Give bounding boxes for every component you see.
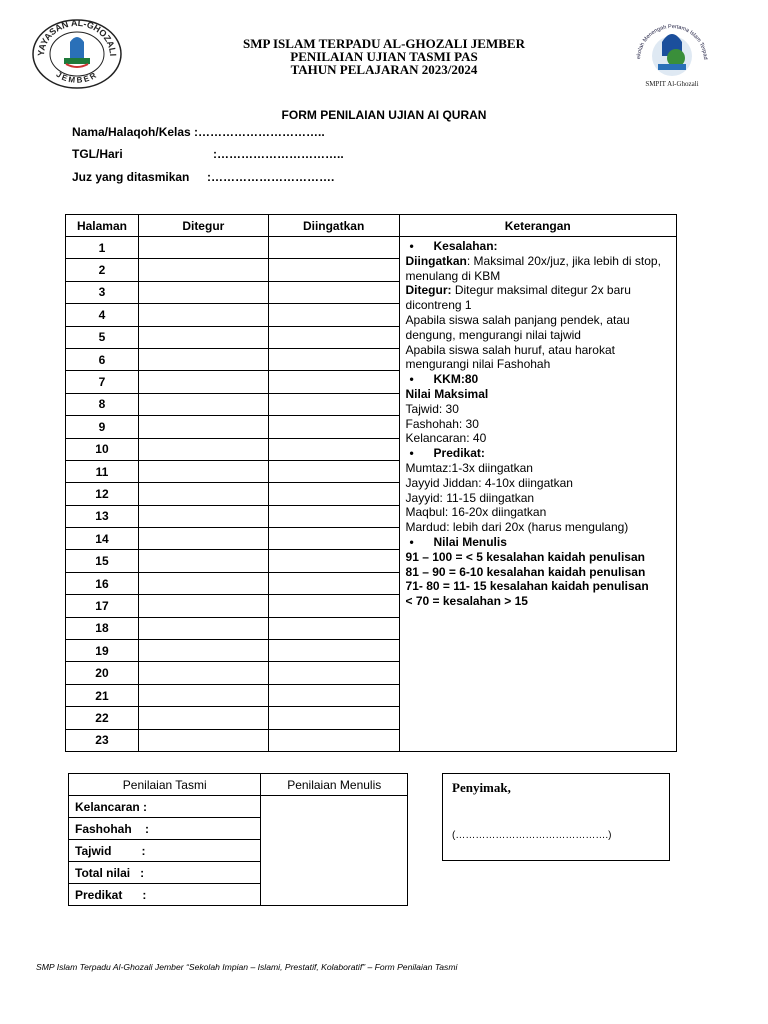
note-ditegur [406,283,670,313]
ditegur-cell[interactable] [138,371,268,393]
page-number: 1 [66,237,139,259]
score-total[interactable]: Total nilai : [69,862,261,884]
page-number: 3 [66,281,139,303]
ditegur-cell[interactable] [138,460,268,482]
diingatkan-cell[interactable] [268,550,399,572]
ditegur-cell[interactable] [138,572,268,594]
field-tgl-value: :………………………….. [213,147,344,161]
page-number: 16 [66,572,139,594]
ditegur-cell[interactable] [138,595,268,617]
menulis-range-1: 91 – 100 = < 5 kesalahan kaidah penulisan [405,549,645,564]
ditegur-cell[interactable] [138,550,268,572]
predikat-jayyid-jiddan: Jayyid Jiddan: 4-10x diingatkan [405,475,573,490]
page-number: 12 [66,483,139,505]
score-tajwid[interactable]: Tajwid : [69,840,261,862]
diingatkan-cell[interactable] [268,438,399,460]
bullet-nilai-menulis: • Nilai Menulis [406,535,670,550]
field-tgl [72,147,123,161]
page-number: 14 [66,528,139,550]
ditegur-cell[interactable] [138,326,268,348]
diingatkan-cell[interactable] [268,348,399,370]
menulis-score-cell[interactable] [261,796,408,906]
predikat-mardud: Mardud: lebih dari 20x (harus mengulang) [405,520,629,535]
score-kelancaran[interactable]: Kelancaran : [69,796,261,818]
diingatkan-cell[interactable] [268,595,399,617]
diingatkan-cell[interactable] [268,505,399,527]
ditegur-label: Ditegur: [405,283,452,298]
score-header-row [69,774,408,796]
ditegur-cell[interactable] [138,483,268,505]
field-nama-value: ………………………….. [198,125,325,139]
diingatkan-text: : Maksimal 20x/juz, jika lebih di stop, menulang di KBM [405,253,661,283]
field-juz [72,170,189,184]
table-row [66,237,677,259]
page-number: 22 [66,707,139,729]
logo-left-sub: JEMBER [54,69,100,85]
score-predikat[interactable]: Predikat : [69,884,261,906]
keterangan-cell [399,237,676,752]
page-number: 9 [66,416,139,438]
score-row [69,796,408,818]
penyimak-box [442,773,670,861]
max-kelancaran: Kelancaran: 40 [405,431,487,446]
header-line-school: SMP ISLAM TERPADU AL-GHOZALI JEMBER [243,36,525,51]
max-tajwid: Tajwid: 30 [405,401,459,416]
note-tajwid-rule: Apabila siswa salah panjang pendek, atau dengung, mengurangi nilai tajwid [405,312,630,342]
diingatkan-cell[interactable] [268,662,399,684]
penyimak-title: Penyimak, [452,780,511,795]
diingatkan-cell[interactable] [268,371,399,393]
page-number: 19 [66,640,139,662]
field-juz-value: :…………………………. [207,170,335,184]
penyimak-signature-line[interactable]: (……………………………………….) [452,830,612,841]
ditegur-cell[interactable] [138,617,268,639]
nilai-maksimal-title: Nilai Maksimal [405,386,489,401]
ditegur-cell[interactable] [138,393,268,415]
yayasan-logo [30,18,124,90]
score-fashohah[interactable]: Fashohah : [69,818,261,840]
diingatkan-cell[interactable] [268,707,399,729]
page-number: 23 [66,729,139,751]
ditegur-cell[interactable] [138,707,268,729]
page-number: 6 [66,348,139,370]
note-diingatkan [406,254,670,284]
page-number: 8 [66,393,139,415]
field-juz-label: Juz yang ditasmikan [72,170,190,184]
bullet-predikat: • Predikat: [406,446,670,461]
field-nama [72,125,325,139]
ditegur-cell[interactable] [138,304,268,326]
page-number: 21 [66,684,139,706]
ditegur-cell[interactable] [138,416,268,438]
page-number: 5 [66,326,139,348]
ditegur-cell[interactable] [138,640,268,662]
logo-right-text: ekolah Menengah Pertama Islam Terpad [635,23,709,60]
diingatkan-label: Diingatkan [405,253,467,268]
page-number: 10 [66,438,139,460]
diingatkan-cell[interactable] [268,528,399,550]
menulis-range-3: 71- 80 = 11- 15 kesalahan kaidah penulisan [405,579,649,594]
page-number: 11 [66,460,139,482]
page-number: 2 [66,259,139,281]
predikat-maqbul: Maqbul: 16-20x diingatkan [405,505,547,520]
page-number: 18 [66,617,139,639]
diingatkan-cell[interactable] [268,326,399,348]
page-number: 20 [66,662,139,684]
ditegur-cell[interactable] [138,505,268,527]
diingatkan-cell[interactable] [268,304,399,326]
table-header-row [66,215,677,237]
assessment-table [65,214,677,752]
diingatkan-cell[interactable] [268,460,399,482]
diingatkan-cell[interactable] [268,237,399,259]
school-header [150,37,618,76]
max-fashohah: Fashohah: 30 [405,416,479,431]
ditegur-cell[interactable] [138,281,268,303]
field-nama-label: Nama/Halaqoh/Kelas : [72,125,199,139]
diingatkan-cell[interactable] [268,572,399,594]
page-number: 15 [66,550,139,572]
diingatkan-cell[interactable] [268,640,399,662]
page-footer: SMP Islam Terpadu Al-Ghozali Jember “Sekolah Impian – Islami, Prestatif, Kolaboratif” – Form Penilaian Tasmi [36,962,458,972]
page-number: 13 [66,505,139,527]
smpit-logo [632,20,712,96]
ditegur-cell[interactable] [138,438,268,460]
ditegur-text: Ditegur maksimal ditegur 2x baru dicontreng 1 [405,283,631,313]
score-table [68,773,408,906]
header-ditegur: Ditegur [138,215,268,237]
field-tgl-label: TGL/Hari [72,147,123,161]
header-halaman: Halaman [66,215,139,237]
diingatkan-cell[interactable] [268,729,399,751]
page-number: 4 [66,304,139,326]
header-line-year: TAHUN PELAJARAN 2023/2024 [290,62,478,77]
predikat-mumtaz: Mumtaz:1-3x diingatkan [405,460,533,475]
predikat-jayyid: Jayyid: 11-15 diingatkan [405,490,535,505]
menulis-range-2: 81 – 90 = 6-10 kesalahan kaidah penulisan [405,564,646,579]
diingatkan-cell[interactable] [268,483,399,505]
diingatkan-cell[interactable] [268,393,399,415]
ditegur-cell[interactable] [138,528,268,550]
svg-text:JEMBER [55,70,100,85]
bullet-kkm: • KKM:80 [406,372,670,387]
header-penilaian-tasmi: Penilaian Tasmi [69,774,261,796]
page-number: 7 [66,371,139,393]
logo-left-text: YAYASAN AL-GHOZALI [35,18,119,57]
diingatkan-cell[interactable] [268,281,399,303]
logo-right-sub: SMPIT Al-Ghozali [645,80,699,88]
page-number: 17 [66,595,139,617]
header-line-exam: PENILAIAN UJIAN TASMI PAS [290,49,478,64]
diingatkan-cell[interactable] [268,259,399,281]
menulis-range-4: < 70 = kesalahan > 15 [405,594,528,609]
ditegur-cell[interactable] [138,662,268,684]
ditegur-cell[interactable] [138,259,268,281]
form-title: FORM PENILAIAN UJIAN AI QURAN [281,108,487,122]
header-penilaian-menulis: Penilaian Menulis [261,774,408,796]
ditegur-cell[interactable] [138,348,268,370]
bullet-kesalahan: • Kesalahan: [406,239,670,254]
ditegur-cell[interactable] [138,237,268,259]
diingatkan-cell[interactable] [268,416,399,438]
ditegur-cell[interactable] [138,729,268,751]
note-fashohah-rule: Apabila siswa salah huruf, atau harokat mengurangi nilai Fashohah [405,342,615,372]
diingatkan-cell[interactable] [268,617,399,639]
diingatkan-cell[interactable] [268,684,399,706]
header-diingatkan: Diingatkan [268,215,399,237]
ditegur-cell[interactable] [138,684,268,706]
header-keterangan: Keterangan [399,215,676,237]
